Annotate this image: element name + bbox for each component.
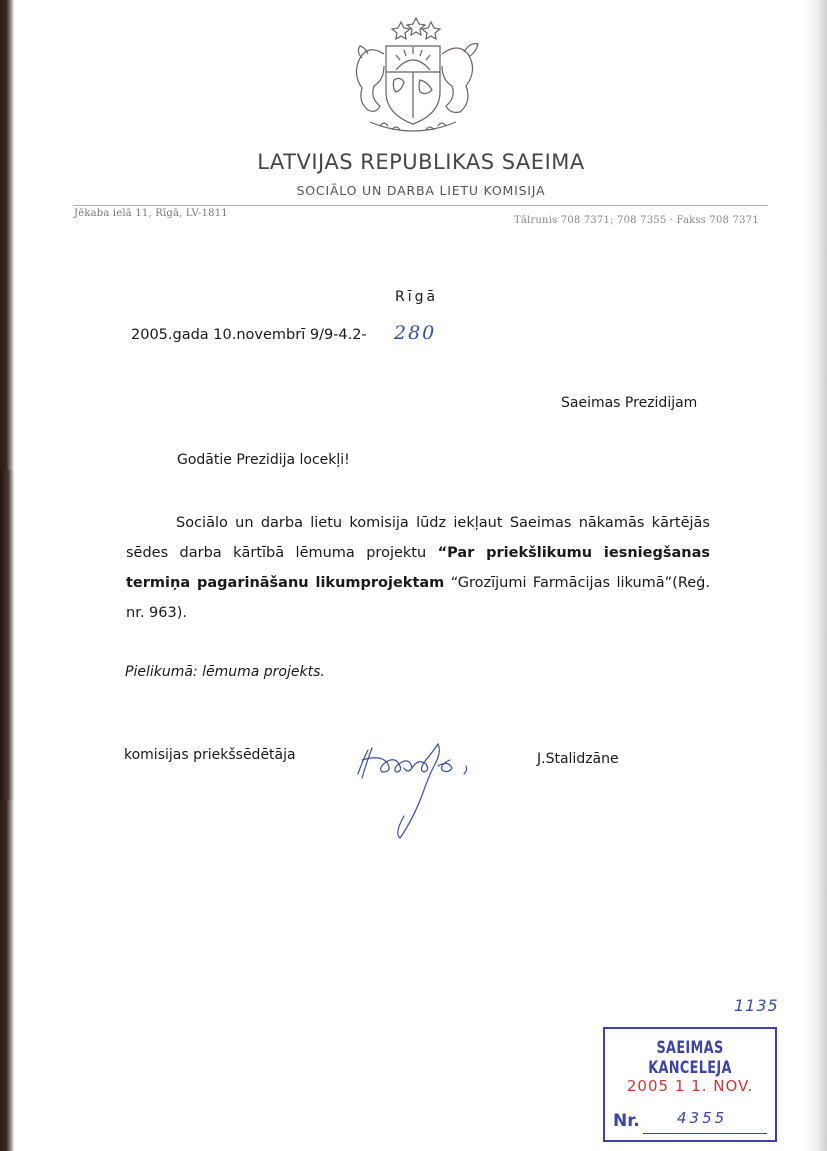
letter-salutation: Godātie Prezidija locekļi! [177, 452, 350, 468]
signer-role: komisijas priekšsēdētāja [124, 747, 296, 763]
stamp-nr-value: 4355 [677, 1109, 728, 1127]
paragraph-text-start: Sociālo un darba lietu komisija lūdz iekļaut Saeimas nākamās kārtējās sēdes darba kārtībā lēmuma projektu [126, 515, 710, 561]
letter-date-reference: 2005.gada 10.novembrī 9/9-4.2- [131, 327, 367, 343]
letter-body-paragraph [126, 508, 710, 628]
letter-attachment: Pielikumā: lēmuma projekts. [125, 664, 325, 680]
letter-place: Rīgā [395, 289, 439, 305]
paragraph-text-bold: “Par priekšlikumu iesniegšanas termiņa pagarināšanu likumprojektam [126, 545, 711, 591]
letterhead-divider [73, 205, 768, 206]
letterhead-subtitle: SOCIĀLO UN DARBA LIETU KOMISIJA [296, 183, 546, 198]
stamp-title: SAEIMAS KANCELEJA [648, 1038, 732, 1078]
handwritten-reference-number: 280 [394, 322, 437, 344]
stamp-nr-label: Nr. [613, 1111, 640, 1131]
letterhead-address: Jēkaba ielā 11, Rīgā, LV-1811 [74, 208, 228, 219]
scan-left-shadow [0, 470, 14, 800]
paragraph-text-end: “Grozījumi Farmācijas likumā”(Reģ. nr. 963). [126, 575, 710, 621]
letterhead-phone: Tālrunis 708 7371; 708 7355 · Fakss 708 7371 [514, 215, 759, 226]
coat-of-arms-icon [340, 14, 486, 142]
stamp-nr-line [643, 1133, 767, 1134]
stamp-date: 2005 1 1. NOV. [626, 1077, 754, 1095]
registry-stamp [603, 1027, 777, 1142]
letterhead-title: LATVIJAS REPUBLIKAS SAEIMA [257, 150, 585, 174]
handwritten-registry-number: 1135 [734, 996, 779, 1015]
signer-name: J.Stalidzāne [537, 751, 619, 767]
handwritten-signature [348, 738, 478, 843]
letter-recipient: Saeimas Prezidijam [561, 395, 698, 411]
